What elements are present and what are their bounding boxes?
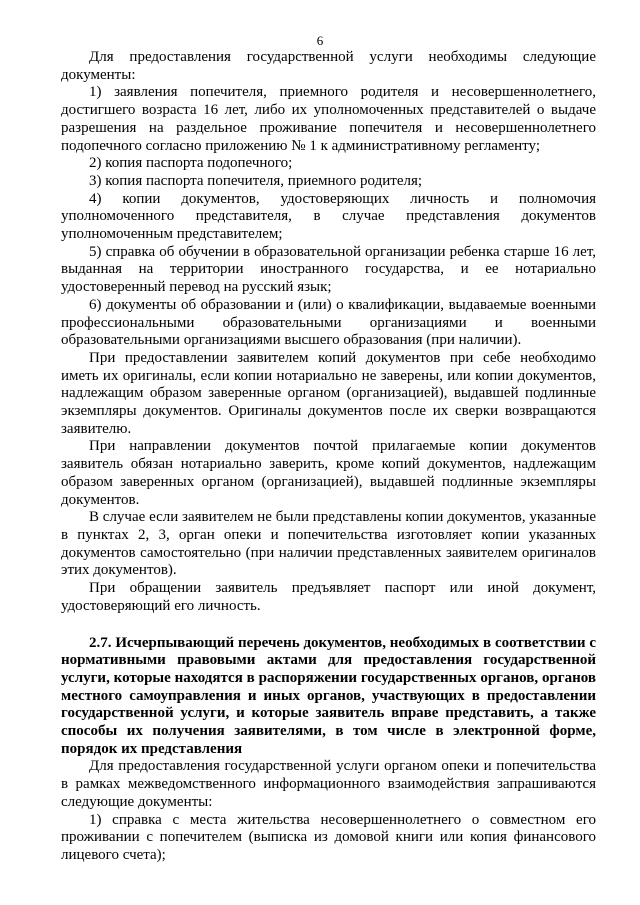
list-item-3: 3) копия паспорта попечителя, приемного родителя; — [89, 172, 423, 189]
page-body — [61, 49, 596, 865]
page-number: 6 — [316, 33, 324, 48]
list-item-5: 5) справка об обучении в образовательной организации ребенка старше 16 лет, выданная на территории иностранного государства, и ее нотариально удостоверенный перевод на русский язык; — [61, 243, 596, 296]
list-item-2: 2) копия паспорта подопечного; — [89, 155, 293, 172]
missing-copies-paragraph: В случае если заявителем не были представлены копии документов, указанные в пунктах 2, 3, орган опеки и попечительства изготовляет копии указанных документов самостоятельно (при наличии представленных заявителем оригиналов этих документов). — [61, 509, 596, 579]
section-intro-paragraph: Для предоставления государственной услуги органом опеки и попечительства в рамках межведомственного информационного взаимодействия запрашиваются следующие документы: — [61, 758, 596, 810]
section-list-item-1: 1) справка с места жительства несовершеннолетнего о совместном его проживании с попечителем (выписка из домовой книги или копия финансового лицевого счета); — [61, 811, 596, 863]
list-item-6: 6) документы об образовании и (или) о квалификации, выдаваемые военными профессиональными образовательными организациями и военными образовательными организациями высшего образования (при наличии). — [61, 296, 596, 349]
section-heading: 2.7. Исчерпывающий перечень документов, необходимых в соответствии с нормативными правовыми актами для предоставления государственной услуги, которые находятся в распоряжении государственных органов, органов местного самоуправления и иных органов, участвующих в предоставлении государственной услуги, и которые заявитель вправе представить, а также способы их получения заявителями, в том числе в электронной форме, порядок их представления — [61, 634, 596, 757]
mail-paragraph: При направлении документов почтой прилагаемые копии документов заявитель обязан нотариально заверить, кроме копий документов, надлежащим образом заверенных органом (организацией), выдавшей подлинные экземпляры документов. — [61, 438, 596, 508]
list-item-1: 1) заявления попечителя, приемного родителя и несовершеннолетнего, достигшего возраста 16 лет, либо их уполномоченных представителей о выдаче разрешения на раздельное проживание попечителя и несовершеннолетнего подопечного согласно приложению № 1 к административному регламенту; — [61, 84, 596, 154]
list-item-4: 4) копии документов, удостоверяющих личность и полномочия уполномоченного представителя, в случае представления документов уполномоченным представителем; — [61, 190, 596, 243]
passport-paragraph: При обращении заявитель предъявляет паспорт или иной документ, удостоверяющий его личность. — [61, 580, 596, 614]
intro-paragraph: Для предоставления государственной услуги необходимы следующие документы: — [61, 49, 596, 83]
copies-paragraph: При предоставлении заявителем копий документов при себе необходимо иметь их оригиналы, если копии нотариально не заверены, или копии документов, надлежащим образом заверенные органом (организацией), выдавшей подлинные экземпляры документов. Оригиналы документов после их сверки возвращаются заявителю. — [61, 349, 596, 437]
